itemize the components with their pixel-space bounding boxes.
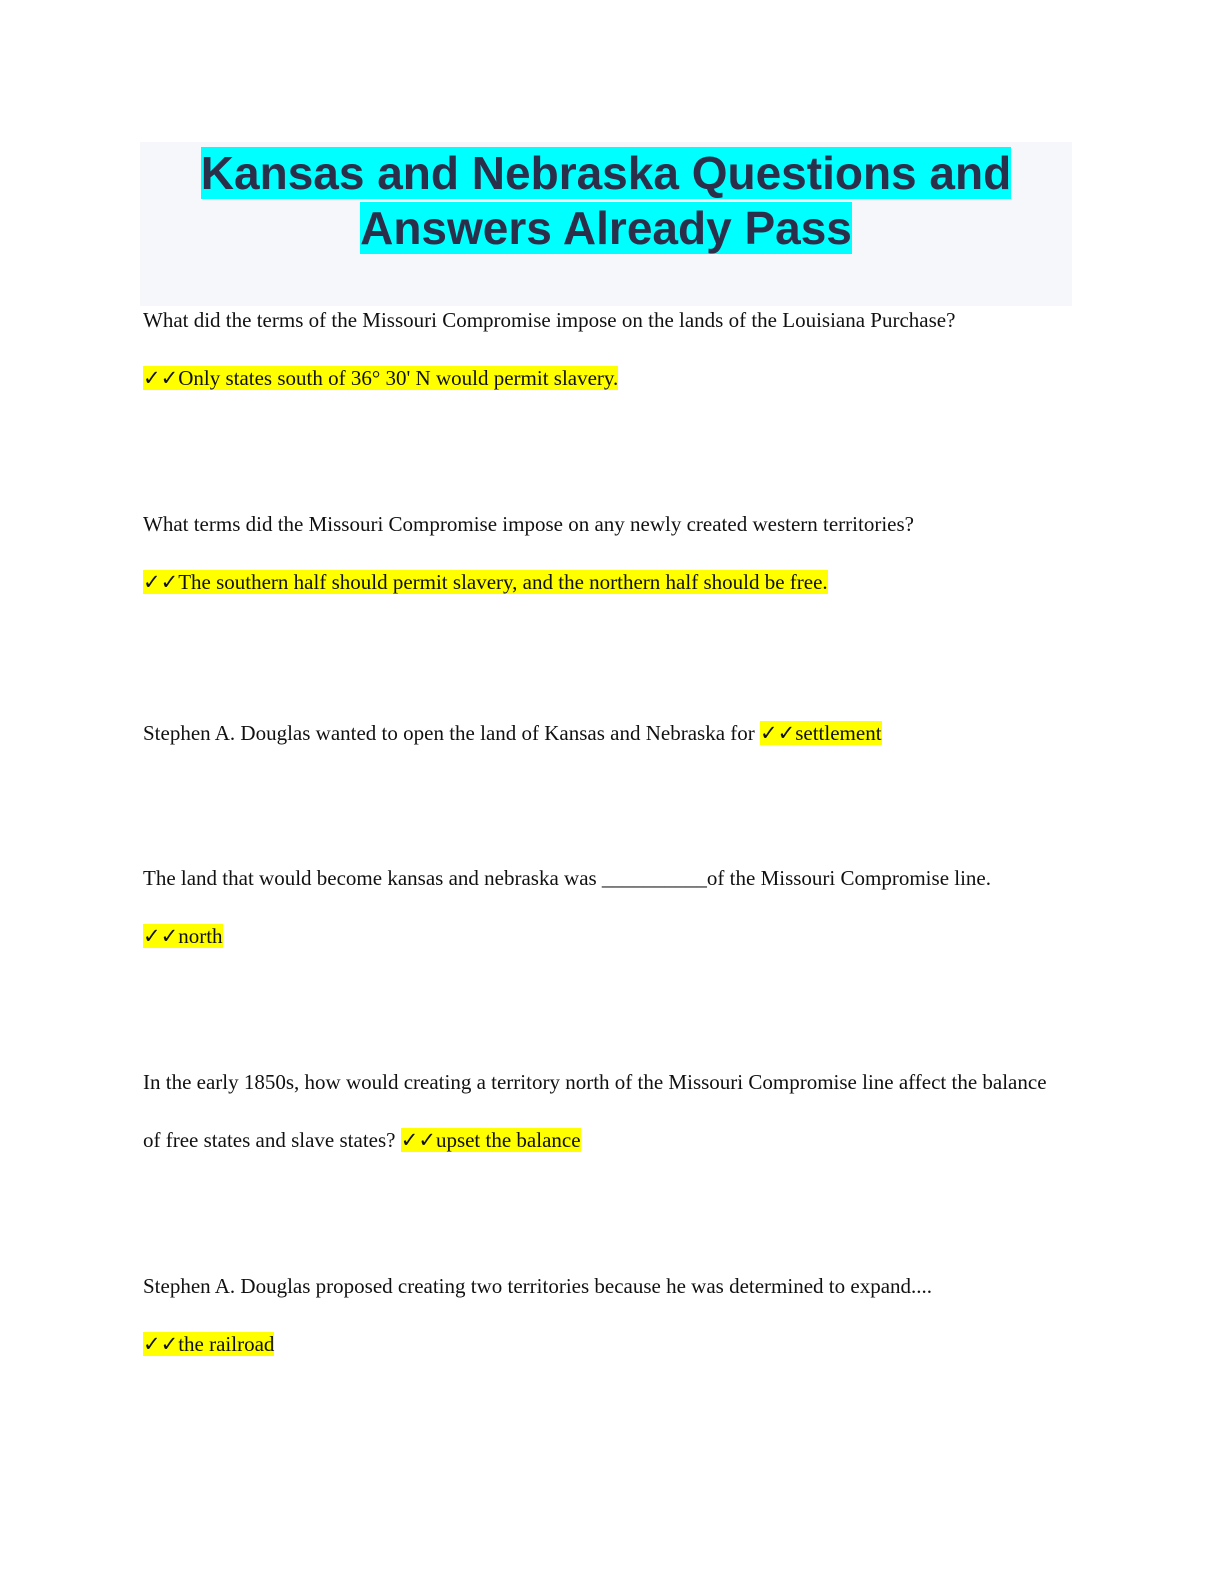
answer-text: upset the balance xyxy=(435,1128,581,1152)
question-2 xyxy=(143,495,1083,553)
double-check-icon: ✓✓ xyxy=(143,570,179,594)
question-text: What terms did the Missouri Compromise impose on any newly created western territories? xyxy=(143,512,914,536)
double-check-icon: ✓✓ xyxy=(143,366,179,390)
answer-2 xyxy=(143,553,1083,611)
answer-highlight xyxy=(143,570,828,594)
answer-highlight xyxy=(143,1332,274,1356)
question-6 xyxy=(143,1257,1083,1315)
answer-highlight xyxy=(760,721,882,745)
document-title xyxy=(140,142,1072,256)
question-text: What did the terms of the Missouri Compromise impose on the lands of the Louisiana Purchase? xyxy=(143,308,956,332)
question-text: The land that would become kansas and nebraska was __________of the Missouri Compromise line. xyxy=(143,866,991,890)
question-text: Stephen A. Douglas proposed creating two territories because he was determined to expand.... xyxy=(143,1274,933,1298)
answer-text: settlement xyxy=(795,721,882,745)
double-check-icon: ✓✓ xyxy=(143,924,179,948)
double-check-icon: ✓✓ xyxy=(760,721,796,745)
answer-text: Only states south of 36° 30' N would permit slavery. xyxy=(178,366,619,390)
answer-6 xyxy=(143,1315,1083,1373)
title-line-1: Kansas and Nebraska Questions and xyxy=(200,147,1012,199)
answer-highlight xyxy=(401,1128,581,1152)
answer-highlight xyxy=(143,924,223,948)
answer-highlight xyxy=(143,366,618,390)
question-1 xyxy=(143,291,1083,349)
answer-text: The southern half should permit slavery, and the northern half should be free. xyxy=(178,570,828,594)
answer-1 xyxy=(143,349,1083,407)
title-line-2: Answers Already Pass xyxy=(360,202,852,254)
answer-text: the railroad xyxy=(178,1332,275,1356)
question-3 xyxy=(143,704,1083,762)
answer-text: north xyxy=(178,924,223,948)
double-check-icon: ✓✓ xyxy=(400,1128,436,1152)
title-banner xyxy=(140,142,1072,306)
question-text: Stephen A. Douglas wanted to open the land of Kansas and Nebraska for xyxy=(143,721,755,745)
question-text: In the early 1850s, how would creating a territory north of the Missouri Compromise line affect the balance of free states and slave states? xyxy=(143,1070,1047,1152)
question-4 xyxy=(143,849,1063,965)
question-5 xyxy=(143,1053,1063,1169)
double-check-icon: ✓✓ xyxy=(143,1332,179,1356)
